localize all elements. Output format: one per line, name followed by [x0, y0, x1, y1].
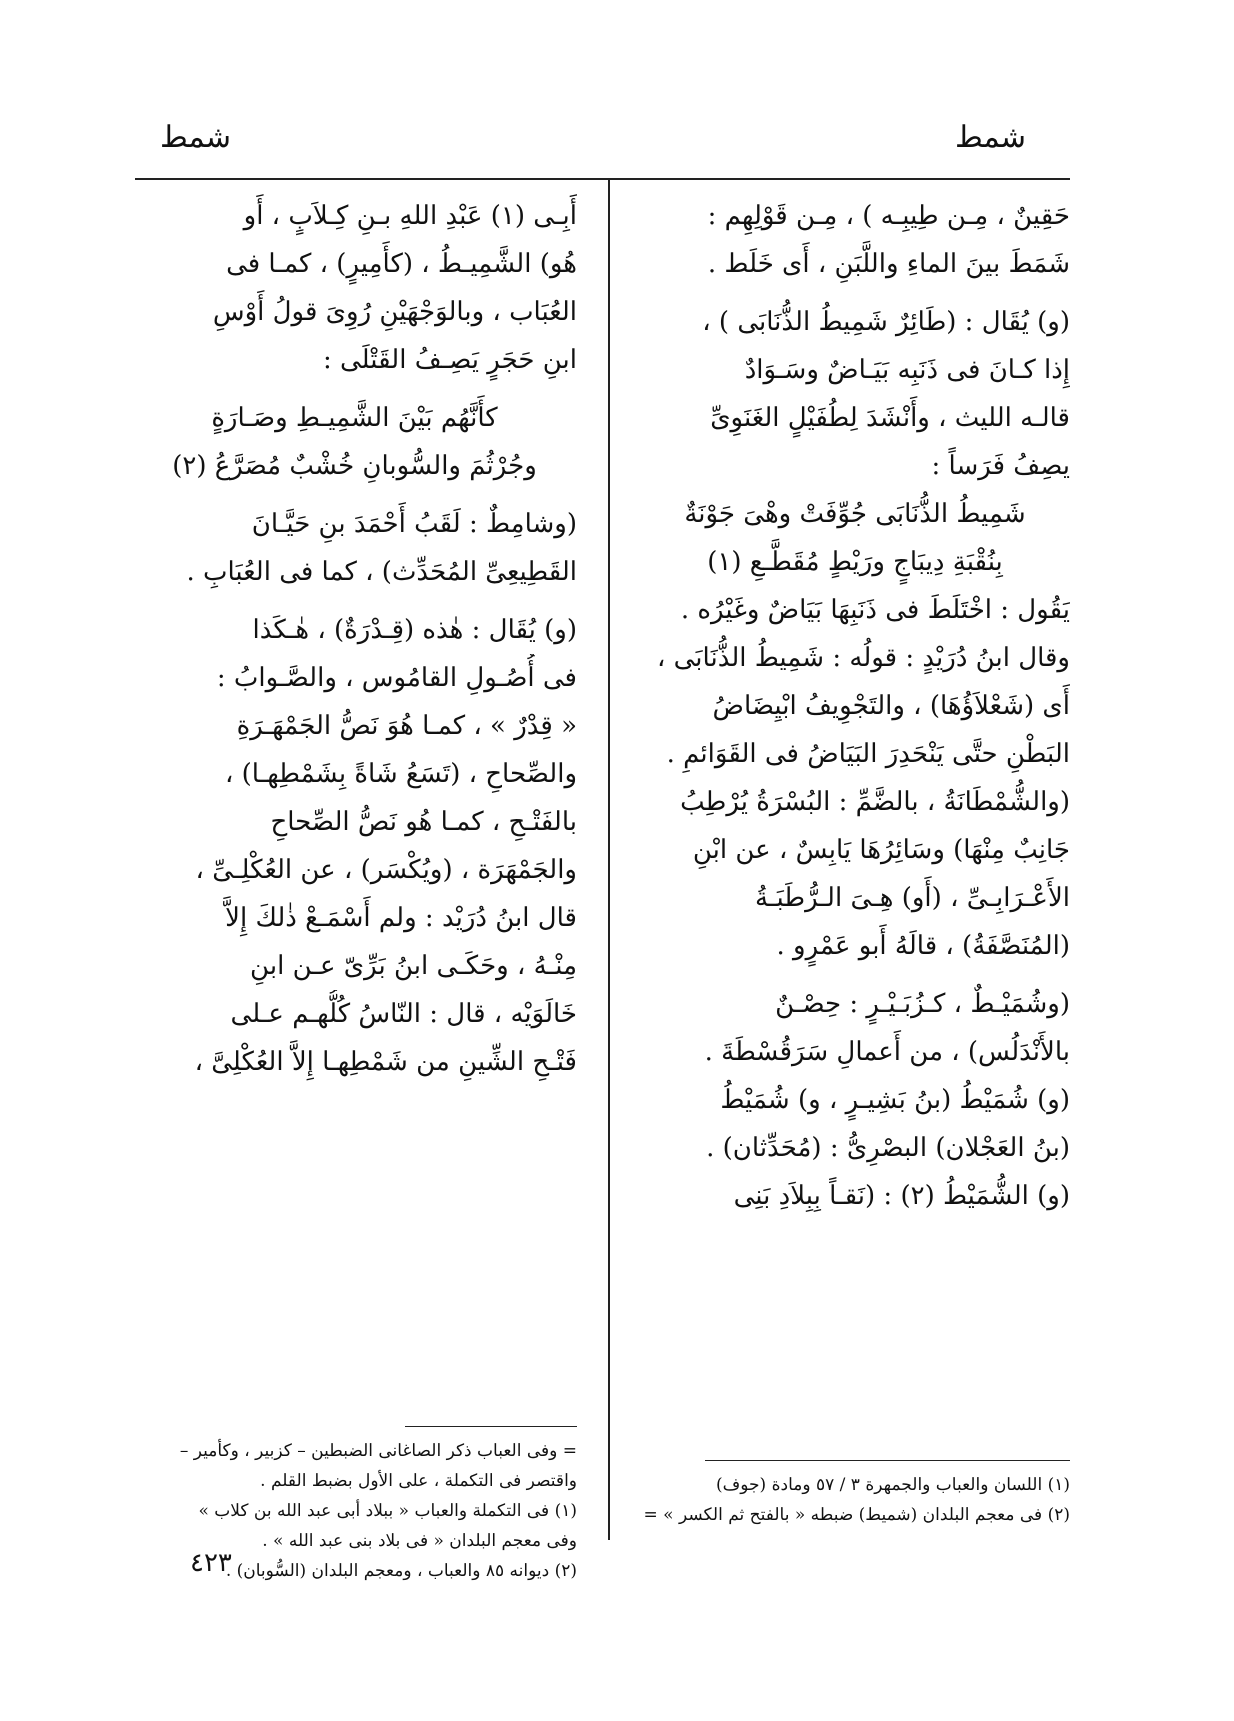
text-line: والجَمْهَرَة ، (ويُكْسَر) ، عن العُكْلِـىِّ ،: [195, 855, 577, 885]
verse-line: شَمِيطُ الذُّنَابَى جُوِّفَتْ وهْىَ جَوْنَةٌ: [684, 499, 1026, 529]
text-line: يصِفُ فَرَساً :: [931, 451, 1070, 481]
footnote-rule-right: [705, 1460, 1070, 1461]
text-line: حَقِينٌ ، مِـن طِيبِـه ) ، مِـن قَوْلِهِم :: [707, 201, 1070, 231]
spacer: [132, 596, 577, 606]
text-line: خَالَوَيْه ، قال : النّاسُ كُلُّهـم عـلى: [230, 999, 577, 1029]
column-divider: [608, 180, 610, 1540]
verse-line: وجُرْثُمَ والسُّوبانِ خُشْبٌ مُصَرَّعُ (٢): [172, 451, 537, 481]
page-number: ٤٢٣: [190, 1548, 232, 1578]
text-line: (وشُمَيْـطٌ ، كـزُبَـيْـرٍ : حِصْـنٌ: [775, 989, 1070, 1019]
text-line: (وشامِطٌ : لَقَبُ أَحْمَدَ بنِ حَيَّـانَ: [251, 509, 577, 539]
text-line: فَتْـحِ الشِّينِ من شَمْطِهـا إِلاَّ العُكْلِىَّ ،: [194, 1047, 577, 1077]
text-line: (و) يُقَال : هٰذه (قِـدْرَةٌ) ، هٰـكَذا: [252, 615, 577, 645]
footnote: (١) فى التكملة والعباب « ببلاد أبى عبد الله بن كلاب »: [198, 1501, 577, 1521]
footnote-rule-left: [405, 1426, 577, 1427]
left-column: [132, 192, 577, 1086]
text-line: وقال ابنُ دُرَيْدٍ : قولُه : شَمِيطُ الذُّنَابَى ،: [656, 643, 1070, 673]
text-line: جَانِبٌ مِنْهَا) وسَائِرُهَا يَابِسٌ ، عن ابْنِ: [692, 835, 1070, 865]
spacer: [640, 970, 1070, 980]
text-line: (و) الشُّمَيْطُ (٢) : (نَقـاً بِبِلاَدِ بَنِى: [733, 1181, 1070, 1211]
text-line: بالأَنْدَلُس) ، من أَعمالِ سَرَقُسْطَةَ .: [704, 1037, 1070, 1067]
text-line: ابنِ حَجَرٍ يَصِـفُ القَتْلَى :: [322, 345, 577, 375]
text-line: مِنْـهُ ، وحَكَـى ابنُ بَرِّىّ عـن ابنِ: [250, 951, 577, 981]
text-line: (و) يُقَال : (طَائِرٌ شَمِيطُ الذُّنَابَى ) ،: [702, 307, 1070, 337]
footnotes-right: [640, 1470, 1070, 1530]
text-line: يَقُول : اخْتَلَطَ فى ذَنَبِهَا بَيَاضٌ وغَيْرُه .: [680, 595, 1070, 625]
text-line: والصِّحاحِ ، (تَسَعُ شَاةً بِشَمْطِهـا) ،: [224, 759, 577, 789]
text-line: (بنُ العَجْلان) البصْرِىُّ : (مُحَدِّثان) .: [706, 1133, 1070, 1163]
text-line: (والشُّمْطَانَةُ ، بالضَّمِّ : البُسْرَةُ يُرْطِبُ: [680, 787, 1070, 817]
text-line: بالفَتْـحِ ، كمـا هُو نَصُّ الصِّحاحِ: [270, 807, 577, 837]
text-line: فى أُصُـولِ القامُوس ، والصَّـوابُ :: [216, 663, 577, 693]
verse-line: بِنُقْبَةِ دِيبَاجٍ ورَيْطٍ مُقَطَّـعِ (١): [707, 547, 1003, 577]
text-line: البَطْنِ حتَّى يَنْحَدِرَ البَيَاضُ فى القَوَائمِ .: [666, 739, 1070, 769]
verse-line: كأَنَّهُم بَيْنَ الشَّمِيـطِ وصَـارَةٍ: [211, 403, 498, 433]
footnote: (١) اللسان والعباب والجمهرة ٣ / ٥٧ ومادة (جوف): [716, 1475, 1070, 1495]
spacer: [640, 288, 1070, 298]
text-line: القَطِيعِىِّ المُحَدِّث) ، كما فى العُبَابِ .: [186, 557, 577, 587]
footnote: (٢) ديوانه ٨٥ والعباب ، ومعجم البلدان (السُّوبان) .: [225, 1561, 577, 1581]
text-line: الأَعْـرَابِـىِّ ، (أَو) هِـىَ الـرُّطَبَـةُ: [755, 883, 1070, 913]
text-line: العُبَاب ، وبالوَجْهَيْنِ رُوِىَ قولُ أَوْسِ: [212, 297, 577, 327]
right-column: [640, 192, 1070, 1220]
footnote: (٢) فى معجم البلدان (شميط) ضبطه « بالفتح ثم الكسر » =: [643, 1505, 1070, 1525]
text-line: (و) شُمَيْطُ (بنُ بَشِيـرٍ ، و) شُمَيْطُ: [720, 1085, 1070, 1115]
footnote: = وفى العباب ذكر الصاغانى الضبطين – كزبير ، وكأمير –: [179, 1441, 577, 1461]
running-head-right: شمط: [955, 120, 1026, 155]
footnote: وفى معجم البلدان « فى بلاد بنى عبد الله » .: [262, 1531, 577, 1551]
text-line: (المُنَصَّفَةُ) ، قالَهُ أَبو عَمْرٍو .: [776, 931, 1070, 961]
text-line: قالـه الليث ، وأَنْشَدَ لِطُفَيْلٍ الغَنَوِىِّ: [710, 403, 1070, 433]
text-line: إِذا كـانَ فى ذَنَبِه بَيَـاضٌ وسَـوَادٌ: [744, 355, 1070, 385]
spacer: [132, 384, 577, 394]
text-line: شَمَطَ بينَ الماءِ واللَّبَنِ ، أَى خَلَط .: [707, 249, 1070, 279]
spacer: [132, 490, 577, 500]
running-head-left: شمط: [160, 120, 231, 155]
header-rule: [135, 178, 1070, 180]
text-line: قال ابنُ دُرَيْد : ولم أَسْمَـعْ ذٰلكَ إِلاَّ: [225, 903, 577, 933]
text-line: « قِدْرٌ » ، كمـا هُوَ نَصُّ الجَمْهَـرَةِ: [236, 711, 577, 741]
text-line: أَبِـى (١) عَبْدِ اللهِ بـنِ كِـلاَبٍ ، أَو: [243, 201, 577, 231]
footnote: واقتصر فى التكملة ، على الأول بضبط القلم .: [260, 1471, 577, 1491]
text-line: هُو) الشَّمِيـطُ ، (كأَمِيرٍ) ، كمـا فى: [226, 249, 577, 279]
text-line: أَى (شَعْلاَؤُهَا) ، والتَجْوِيفُ ابْيِضَاضُ: [712, 691, 1070, 721]
